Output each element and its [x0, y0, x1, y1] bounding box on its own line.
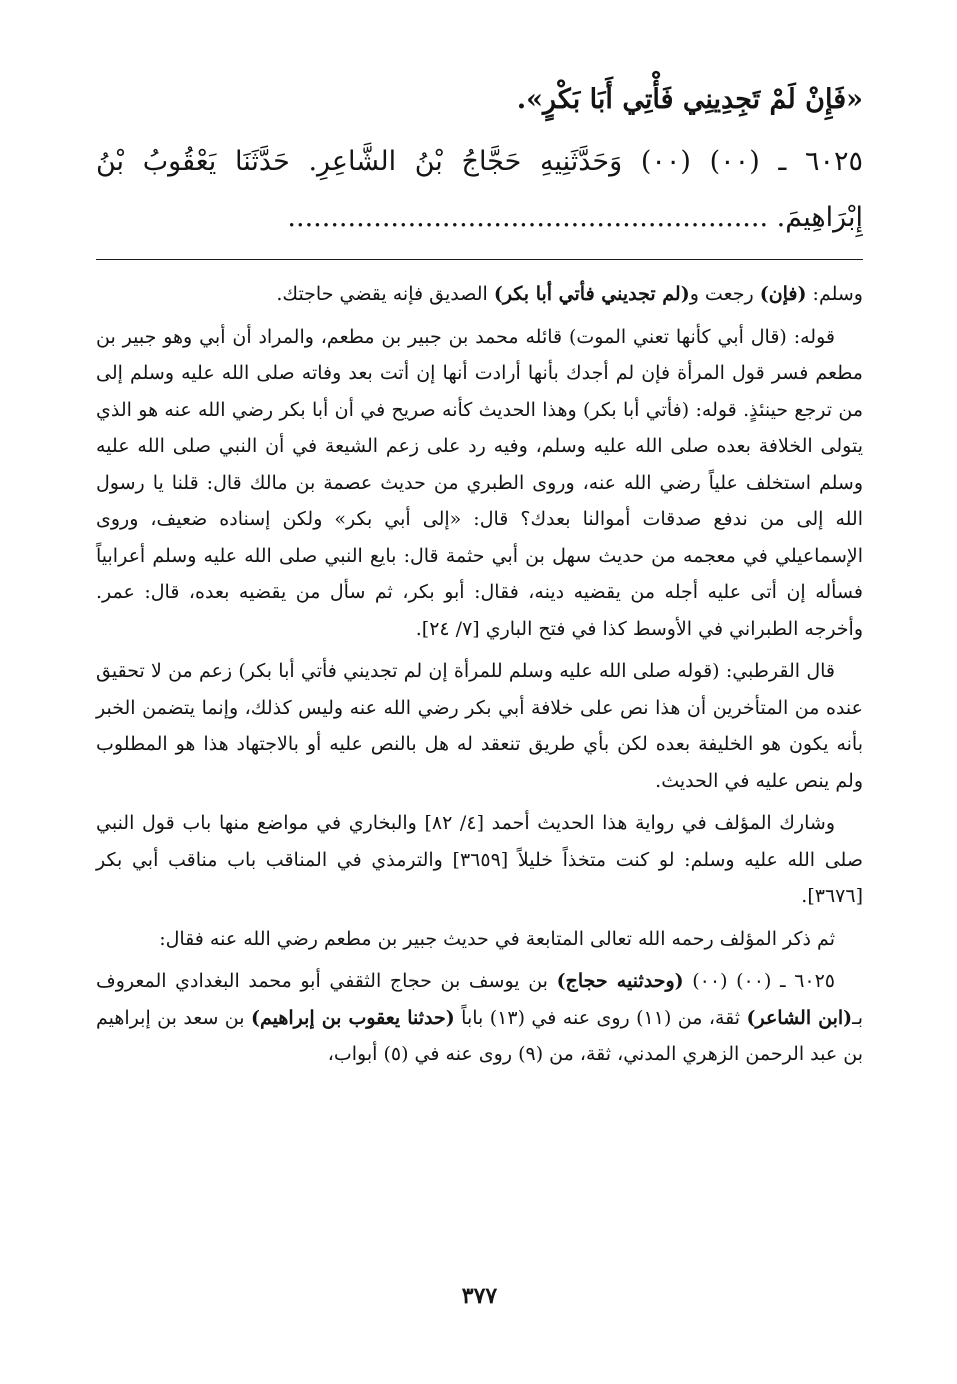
commentary-paragraph: ٦٠٢٥ ـ (٠٠) (٠٠) (وحدثنيه حجاج) بن يوسف بن حجاج الثقفي أبو محمد البغدادي المعروف بـ(ابن الشاعر) ثقة، من (١١) روى عنه في (١٣) باباً (حدثنا يعقوب بن إبراهيم) بن سعد بن إبراهيم بن عبد الرحمن الزهري المدني، ثقة، من (٩) روى عنه في (٥) أبواب،	[96, 970, 863, 1065]
hadith-narrator-name: إِبْرَاهِيمَ.	[776, 202, 863, 233]
commentary-paragraph: وسلم: (فإن) رجعت و(لم تجديني فأتي أبا بكر) الصديق فإنه يقضي حاجتك.	[276, 283, 863, 305]
ellipsis-dots: ........................................................	[287, 202, 769, 233]
commentary-paragraph: ثم ذكر المؤلف رحمه الله تعالى المتابعة في حديث جبير بن مطعم رضي الله عنه فقال:	[159, 927, 835, 950]
commentary-paragraph: وشارك المؤلف في رواية هذا الحديث أحمد [٤/ ٨٢] والبخاري في مواضع منها باب قول النبي صلى الله عليه وسلم: لو كنت متخذاً خليلاً [٣٦٥٩] والترمذي في المناقب باب مناقب أبي بكر [٣٦٧٦].	[96, 812, 863, 907]
commentary-paragraph: قوله: (قال أبي كأنها تعني الموت) قائله محمد بن جبير بن مطعم، والمراد أن أبي وهو جبير بن مطعم فسر قول المرأة فإن لم أجدك بأنها أرادت أنها إن أتت بعد وفاته صلى الله عليه وسلم إلى من ترجع حينئذٍ. قوله: (فأتي أبا بكر) وهذا الحديث كأنه صريح في أن أبا بكر رضي الله عنه هو الذي يتولى الخلافة بعده صلى الله عليه وسلم، وفيه رد على زعم الشيعة في أن النبي صلى الله عليه وسلم استخلف علياً رضي الله عنه، وروى الطبري من حديث عصمة بن مالك قال: قلنا يا رسول الله إلى من ندفع صدقات أموالنا بعدك؟ قال: «إلى أبي بكر» ولكن إسناده ضعيف، وروى الإسماعيلي في معجمه من حديث سهل بن أبي حثمة قال: بايع النبي صلى الله عليه وسلم أعرابياً فسأله إن أتى عليه أجله من يقضيه دينه، فقال: أبو بكر، ثم سأل من يقضيه بعده، قال: عمر. وأخرجه الطبراني في الأوسط كذا في فتح الباري [٧/ ٢٤].	[96, 325, 863, 640]
page-number: ٣٧٧	[461, 1283, 498, 1309]
commentary-paragraph: قال القرطبي: (قوله صلى الله عليه وسلم للمرأة إن لم تجديني فأتي أبا بكر) زعم من لا تحقيق عنده من المتأخرين أن هذا نص على خلافة أبي بكر رضي الله عنه وليس كذلك، وإنما يتضمن الخبر بأنه يكون هو الخليفة بعده لكن بأي طريق تنعقد له هل بالنص عليه أو بالاجتهاد هذا هو المطلوب ولم ينص عليه في الحديث.	[96, 660, 863, 792]
hadith-narration-line-end	[96, 190, 863, 246]
commentary-block	[96, 276, 863, 1079]
hadith-quote-line: «فَإِنْ لَمْ تَجِدِينِي فَأْتِي أَبَا بَكْرٍ».	[516, 84, 863, 115]
footnote-divider	[96, 259, 863, 260]
hadith-narration-line: ٦٠٢٥ ـ (٠٠) (٠٠) وَحَدَّثَنِيهِ حَجَّاجُ بْنُ الشَّاعِرِ. حَدَّثَنَا يَعْقُوبُ بْنُ	[96, 146, 863, 177]
